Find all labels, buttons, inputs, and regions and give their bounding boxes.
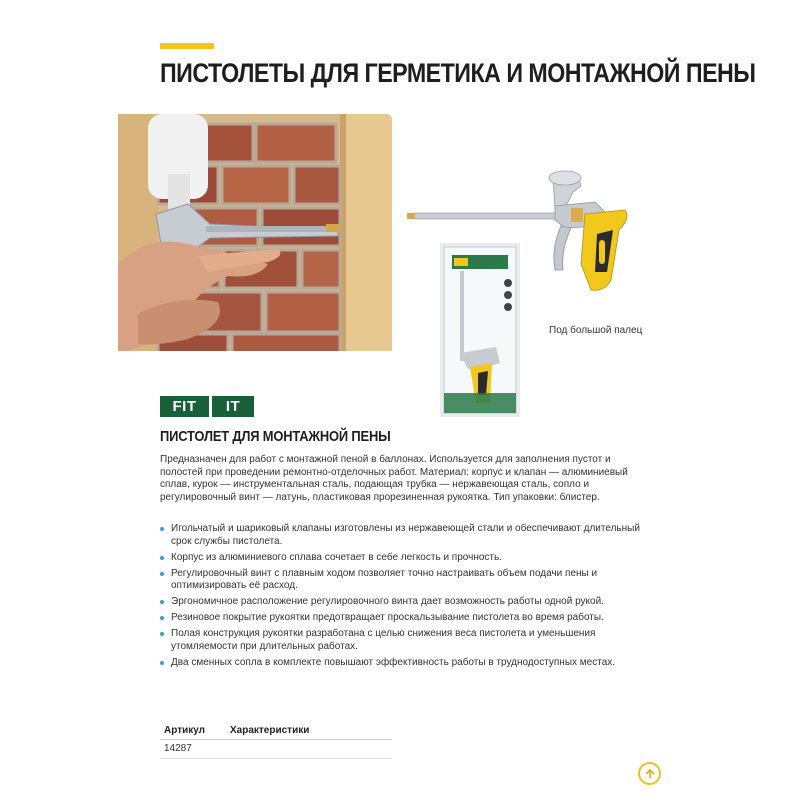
list-item: Регулировочный винт с плавным ходом позволяет точно настраивать объем подачи пены и оптимизировать её расход.	[160, 568, 650, 593]
feature-list	[160, 523, 650, 673]
spec-table	[160, 722, 392, 759]
scroll-to-top-button[interactable]	[638, 762, 661, 785]
specs-cell	[226, 739, 392, 758]
brand-logo-it: IT	[212, 396, 254, 417]
product-title: ПИСТОЛЕТ ДЛЯ МОНТАЖНОЙ ПЕНЫ	[160, 428, 391, 445]
column-header-article: Артикул	[160, 722, 226, 739]
brand-logo-fit: FIT	[160, 396, 209, 417]
list-item: Игольчатый и шариковый клапаны изготовлены из нержавеющей стали и обеспечивают длительный срок службы пистолета.	[160, 523, 650, 548]
list-item: Полая конструкция рукоятки разработана с целью снижения веса пистолета и уменьшения утомляемости при длительных работах.	[160, 628, 650, 653]
product-description: Предназначен для работ с монтажной пеной в баллонах. Используется для заполнения пустот и полостей при проведении ремонтно-отделочных работ. Материал: корпус и клапан — алюминиевый сплав, курок — инструментальная сталь, подающая трубка — нержавеющая сталь, сопло и регулировочный винт — латунь, пластиковая прорезиненная рукоятка. Тип упаковки: блистер.	[160, 454, 628, 503]
list-item: Резиновое покрытие рукоятки предотвращает проскальзывание пистолета во время работы.	[160, 612, 650, 625]
table-row	[160, 739, 392, 758]
image-caption: Под большой палец	[549, 325, 643, 336]
title-accent-bar	[160, 43, 214, 49]
arrow-up-icon	[644, 768, 656, 780]
article-cell: 14287	[160, 739, 226, 758]
blister-package-image	[440, 243, 520, 417]
usage-photo	[118, 114, 392, 351]
list-item: Два сменных сопла в комплекте повышают эффективность работы в труднодоступных местах.	[160, 657, 650, 670]
table-header-row	[160, 722, 392, 739]
list-item: Эргономичное расположение регулировочного винта дает возможность работы одной рукой.	[160, 596, 650, 609]
column-header-specs: Характеристики	[226, 722, 392, 739]
brand-logos	[160, 396, 254, 417]
list-item: Корпус из алюминиевого сплава сочетает в себе легкость и прочность.	[160, 552, 650, 565]
page-title: ПИСТОЛЕТЫ ДЛЯ ГЕРМЕТИКА И МОНТАЖНОЙ ПЕНЫ	[160, 58, 756, 88]
